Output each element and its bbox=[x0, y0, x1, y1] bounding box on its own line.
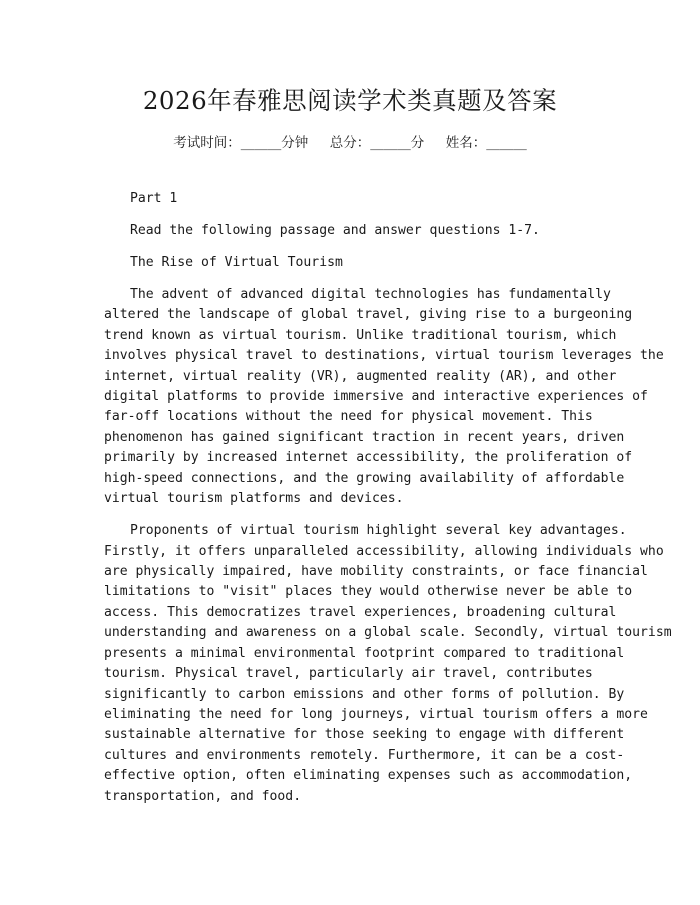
paragraph-line: altered the landscape of global travel, giving rise to a burgeoning bbox=[104, 307, 633, 323]
paragraph-line: far-off locations without the need for physical movement. This bbox=[104, 409, 593, 425]
instruction-text: Read the following passage and answer questions 1-7. bbox=[130, 223, 540, 238]
paragraph-line: transportation, and food. bbox=[104, 788, 302, 804]
document-title: 2026年春雅思阅读学术类真题及答案 bbox=[142, 86, 558, 115]
part-label: Part 1 bbox=[130, 191, 178, 206]
paragraph-line: primarily by increased internet accessibility, the proliferation of bbox=[104, 450, 633, 466]
paragraph-line: effective option, often eliminating expenses such as accommodation, bbox=[104, 768, 633, 784]
paragraph-2 bbox=[104, 521, 672, 807]
paragraph-line: sustainable alternative for those seeking to engage with different bbox=[104, 727, 625, 743]
exam-info-line: 考试时间：______分钟 总分：______分 姓名：______ bbox=[173, 135, 527, 151]
paragraph-line: involves physical travel to destinations, virtual tourism leverages the bbox=[104, 348, 664, 364]
paragraph-line: phenomenon has gained significant traction in recent years, driven bbox=[104, 429, 625, 445]
paragraph-line: digital platforms to provide immersive and interactive experiences of bbox=[104, 389, 648, 405]
paragraph-line: significantly to carbon emissions and other forms of pollution. By bbox=[104, 686, 625, 702]
paragraph-line: internet, virtual reality (VR), augmented reality (AR), and other bbox=[104, 368, 617, 384]
paragraph-line: access. This democratizes travel experiences, broadening cultural bbox=[104, 604, 617, 620]
paragraph-line: Proponents of virtual tourism highlight several key advantages. bbox=[130, 523, 627, 539]
paragraph-line: Firstly, it offers unparalleled accessibility, allowing individuals who bbox=[104, 543, 664, 559]
paragraph-line: limitations to "visit" places they would otherwise never be able to bbox=[104, 584, 633, 600]
paragraph-line: understanding and awareness on a global scale. Secondly, virtual tourism bbox=[104, 625, 672, 641]
paragraph-line: tourism. Physical travel, particularly air travel, contributes bbox=[104, 666, 593, 682]
paragraph-line: trend known as virtual tourism. Unlike traditional tourism, which bbox=[104, 327, 617, 343]
paragraph-line: virtual tourism platforms and devices. bbox=[104, 491, 404, 507]
paragraph-line: presents a minimal environmental footprint compared to traditional bbox=[104, 645, 625, 661]
passage-title: The Rise of Virtual Tourism bbox=[130, 255, 343, 270]
paragraph-1 bbox=[104, 285, 664, 509]
paragraph-line: cultures and environments remotely. Furthermore, it can be a cost- bbox=[104, 747, 625, 763]
paragraph-line: are physically impaired, have mobility constraints, or face financial bbox=[104, 564, 648, 580]
paragraph-line: high-speed connections, and the growing availability of affordable bbox=[104, 470, 625, 486]
paragraph-line: eliminating the need for long journeys, virtual tourism offers a more bbox=[104, 706, 648, 722]
passage-content bbox=[104, 189, 672, 819]
paragraph-line: The advent of advanced digital technologies has fundamentally bbox=[130, 287, 611, 302]
